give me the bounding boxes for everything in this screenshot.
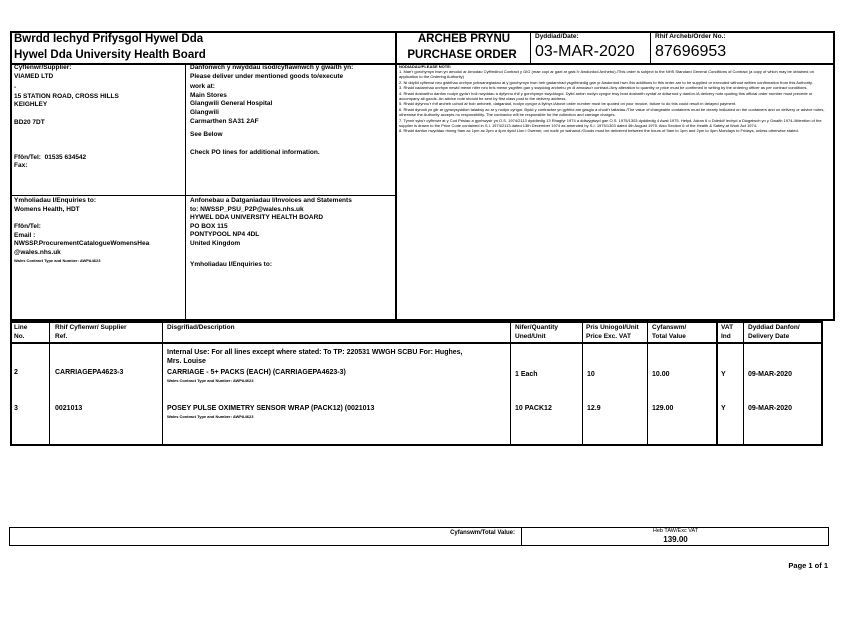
divider	[10, 342, 823, 344]
header-text: Total Value	[652, 332, 686, 340]
col-header-vat	[721, 324, 733, 341]
divider	[185, 63, 186, 320]
enquiries-contract: Wales Contract Type and Number: AWPA4623	[14, 257, 101, 263]
supplier-fax-label: Fax:	[14, 162, 28, 170]
note-item: 2. Ni ddylid cyflenwi neu gwblhau unrhyw ychwanegiadau at y gorchymyn hwn heb gadarnhad ysgrifenedig gan yr Awdurdod hwn./No additions to this order are to be supplied or executed without written confirmation from this Authority.	[399, 79, 813, 85]
org-name-english: Hywel Dda University Health Board	[14, 49, 206, 61]
line-number: 2	[14, 369, 18, 376]
enquiries-label: Ymholiadau I/Enquiries to:	[14, 197, 96, 204]
col-header-total	[652, 324, 686, 341]
line-number: 3	[14, 405, 18, 412]
invoices-email[interactable]: to: NWSSP_PSU_P2P@wales.nhs.uk	[190, 205, 304, 213]
divider	[10, 195, 395, 196]
delivery-line1: Main Stores	[190, 91, 227, 99]
note-item: 6. Rhaid dynodi yn glir ar gynwysyddion taladwy ac ar y nodyn cyngor. Bydd y contractwr yn gyfrifol am gasglu a chodi'r taliadau./The value of chargeable containers must be clearly indicated on the containers and on delivery or advice notes, otherwise the Authority accepts no responsibility. The contractor will be responsible for the collection and carriage charges.	[399, 106, 825, 118]
supplier-address1: 15 STATION ROAD, CROSS HILLS	[14, 92, 119, 100]
col-header-delivery-date	[748, 324, 800, 341]
enquiries-email[interactable]: NWSSP.ProcurementCatalogueWomensHea	[14, 240, 150, 248]
supplier-ref: 0021013	[55, 405, 83, 412]
contract-info: Wales Contract Type and Number: AWPA4623	[167, 378, 254, 383]
note-item: 7. Tynnir sylw'r cyflenwr at y Cod Prisiau a gynhwysir yn O.S. 1974/2113 dyddiedig 13 Rhagfyr 1974 a ddiwygiwyd gan O.S. 1975/1303 dyddiedig 4 Awst 1975. Hefyd, Adran 6 o Ddeddf Iechyd a Diogelwch yn y Gwaith 1974./Attention of the supplier is drawn to the Price Code contained in S.I. 1974/2113 dated 13th December 1974 as amended by S.I. 1975/1303 dated 4th August 1975. Also Section 6 of the Health & Safety at Work Act 1974.	[399, 117, 822, 129]
supplier-tel: 01535 634542	[44, 153, 87, 161]
header-text: Nifer/Quantity	[515, 324, 558, 331]
note-item: 4. Rhaid dosbarthu danfon nodyn gyda'r holl nwyddau a dyfynnu rhif y gorchymyn swyddogol. Dylid anfon nodyn cyngor trwy bost dosbarth cyntaf ar ddiwrnod y danfon./A delivery note quoting this official order number must precede or accompany all goods. An advice note should be sent by first class post to the delivery address.	[399, 90, 813, 102]
header-text: Delivery Date	[748, 332, 790, 340]
total-value: 129.00	[652, 405, 674, 412]
vat-indicator: Y	[721, 371, 726, 378]
invoices-block	[190, 197, 352, 269]
total-value: 139.00	[663, 535, 688, 544]
order-date: 03-MAR-2020	[535, 43, 635, 60]
header-text: Line	[14, 324, 28, 331]
delivery-label-welsh: Danfonwch y nwyddau isod/cyflawnwch y gwaith yn:	[190, 64, 354, 71]
contract-info: Wales Contract Type and Number: AWPA4623	[167, 414, 254, 419]
enquiries-name: Womens Health, HDT	[14, 205, 80, 213]
col-header-quantity	[515, 324, 558, 341]
total-label: Cyfanswm/Total Value:	[450, 530, 515, 536]
delivery-block	[190, 64, 353, 157]
supplier-address2: KEIGHLEY	[14, 101, 48, 109]
delivery-line2: Glangwili General Hospital	[190, 100, 273, 108]
supplier-tel-label: Ffôn/Tel:	[14, 153, 41, 161]
invoices-line3: PONTYPOOL NP4 4DL	[190, 231, 260, 239]
header-text: Uned/Unit	[515, 332, 546, 340]
total-value: 10.00	[652, 371, 670, 378]
delivery-label-english2: work at:	[190, 83, 215, 91]
invoices-enquiries: Ymholiadau I/Enquiries to:	[190, 260, 272, 268]
internal-use-note	[167, 349, 463, 366]
doc-title-welsh: ARCHEB PRYNU	[417, 33, 511, 45]
invoices-label: Anfonebau a Datganiadau I/Invoices and Statements	[190, 197, 352, 204]
header-text: Rhif Cyflenwr/ Supplier	[55, 324, 127, 331]
divider	[530, 31, 531, 63]
supplier-postcode: BD20 7DT	[14, 118, 45, 126]
internal-text: Mrs. Louise	[167, 357, 206, 365]
internal-text: Internal Use: For all lines except where stated: To TP: 220531 WWGH SCBU For: Hughes,	[167, 349, 463, 356]
header-text: VAT	[721, 324, 734, 331]
col-header-description: Disgrifiad/Description	[167, 324, 235, 331]
header-text: Ind	[721, 332, 731, 340]
total-vat-label: Heb TAW/Exc VAT	[652, 528, 699, 534]
divider	[650, 31, 651, 63]
col-header-price	[586, 324, 639, 341]
invoices-line4: United Kingdom	[190, 239, 241, 247]
divider	[395, 63, 397, 320]
supplier-block	[14, 64, 119, 171]
org-name-welsh: Bwrdd Iechyd Prifysgol Hywel Dda	[14, 33, 204, 45]
description: CARRIAGE - 5+ PACKS (EACH) (CARRIAGEPA4623-3)	[167, 369, 346, 376]
table-row	[0, 405, 842, 427]
delivery-date: 09-MAR-2020	[748, 371, 792, 378]
col-header-ref	[55, 324, 127, 341]
date-label: Dyddiad/Date:	[535, 33, 579, 40]
supplier-name: VIAMED LTD	[14, 72, 54, 80]
delivery-label-english: Please deliver under mentioned goods to/execute	[190, 72, 344, 80]
header-text: Dyddiad Danfon/	[748, 324, 800, 331]
page-number: Page 1 of 1	[788, 561, 828, 570]
note-item: 3. Rhaid cadarnhau unrhyw newid mewn nifer neu bris mewn ysgrifen gan y swyddog archebu yn ôl amodau'r contract./Any alteration to quantity or price must be confirmed in writing by the ordering officer as per contract conditions.	[399, 85, 808, 91]
header-text: Price Exc. VAT	[586, 332, 631, 340]
quantity: 10 PACK12	[515, 405, 552, 412]
col-header-line	[14, 324, 27, 341]
header-text: Ref.	[55, 332, 68, 340]
header-text: Cyfanswm/	[652, 324, 687, 331]
notes-heading: NODIADAU/PLEASE NOTE:	[399, 64, 452, 69]
supplier-ref: CARRIAGEPA4623-3	[55, 369, 124, 376]
delivery-date: 09-MAR-2020	[748, 405, 792, 412]
note-item: 5. Rhaid dyfynnu'r rhif archeb uchod ar bob anfoneb, datganiad, nodyn cyngor a llythyr./Above order number must be quoted on your invoice, failure to do this could result in delayed payment.	[399, 101, 737, 107]
order-number: 87696953	[655, 43, 727, 60]
enquiries-tel-label: Ffôn/Tel:	[14, 223, 41, 231]
header-text: Pris Uniogol/Unit	[586, 324, 639, 331]
invoices-line2: PO BOX 115	[190, 222, 228, 230]
delivery-see-below: See Below	[190, 131, 223, 139]
invoices-line1: HYWEL DDA UNIVERSITY HEALTH BOARD	[190, 214, 324, 222]
supplier-label: Cyflenwr/Supplier:	[14, 64, 72, 71]
unit-price: 12.9	[587, 405, 601, 412]
enquiries-email-domain[interactable]: @wales.nhs.uk	[14, 248, 61, 256]
table-row	[0, 369, 842, 391]
note-item: 1. Mae'r gorchymyn hwn yn amodol ar Amodau Cyffredinol Contract y GIG (mae copi ar gael ar gais i'r Awdurdod Archebu)./This order is subject to the NHS Standard General Conditions of Contract (a copy of which may be obtained on application to the Ordering Authority)	[399, 69, 814, 80]
unit-price: 10	[587, 371, 595, 378]
delivery-check-lines: Check PO lines for additional information.	[190, 148, 320, 156]
enquiries-email-label: Email :	[14, 231, 36, 239]
order-number-label: Rhif Archeb/Order No.:	[655, 33, 726, 40]
description: POSEY PULSE OXIMETRY SENSOR WRAP (PACK12) (0021013	[167, 405, 375, 412]
enquiries-block	[14, 197, 149, 263]
supplier-dash: -	[14, 84, 17, 92]
delivery-line3: Glangwili	[190, 108, 219, 116]
doc-title-english: PURCHASE ORDER	[407, 49, 517, 61]
delivery-line4: Carmarthen SA31 2AF	[190, 117, 259, 125]
quantity: 1 Each	[515, 371, 538, 378]
header-text: No.	[14, 332, 25, 340]
vat-indicator: Y	[721, 405, 726, 412]
notes-block	[399, 64, 831, 134]
note-item: 8. Rhaid danfon nwyddau rhwng 9am ac 1pm ac 2pm a 4pm dydd Llun i Gwener, oni nodir yn wahanol./Goods must be delivered between the hours of 9am to 1pm and 2pm to 4pm Mondays to Fridays, unless otherwise stated.	[399, 128, 799, 134]
